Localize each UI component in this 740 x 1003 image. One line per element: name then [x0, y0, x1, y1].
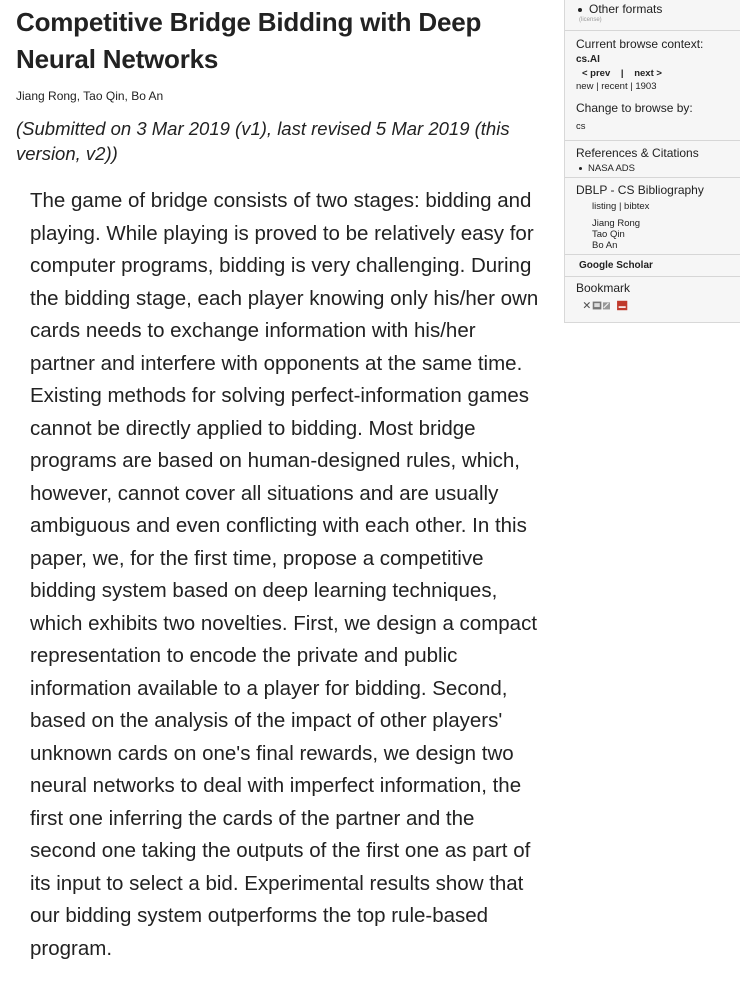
divider [565, 140, 740, 141]
recent-link[interactable]: recent [601, 81, 628, 92]
divider [565, 276, 740, 277]
mendeley-icon[interactable] [593, 302, 602, 310]
license-link[interactable]: (license) [579, 17, 602, 23]
reddit-icon[interactable] [617, 301, 627, 310]
nasa-ads-link[interactable]: NASA ADS [588, 163, 635, 174]
change-browse-label: Change to browse by: [576, 101, 693, 115]
paper-title: Competitive Bridge Bidding with Deep Neural Networks [16, 7, 482, 74]
submission-dateline: (Submitted on 3 Mar 2019 (v1), last revised 5 Mar 2019 (this version, v2)) [16, 118, 510, 164]
prev-next-nav: < prev | next > [582, 68, 662, 79]
other-formats-item [578, 2, 662, 16]
author-list: Jiang Rong, Tao Qin, Bo An [16, 89, 164, 103]
references-label: References & Citations [576, 146, 699, 160]
nasa-ads-item [579, 163, 635, 174]
next-link[interactable]: next > [634, 68, 662, 79]
bibsonomy-icon[interactable] [584, 302, 590, 308]
author-link[interactable]: Tao Qin [83, 89, 125, 103]
divider [565, 30, 740, 31]
dblp-author-link: Tao Qin [592, 229, 625, 240]
browse-context-label: Current browse context: [576, 37, 704, 51]
change-browse-link: cs [576, 121, 586, 132]
delicious-icon[interactable] [603, 302, 610, 309]
browse-context-value: cs.AI [576, 54, 600, 65]
dblp-author-link: Jiang Rong [592, 218, 641, 229]
prev-link[interactable]: < prev [582, 68, 611, 79]
other-formats-link[interactable]: Other formats [589, 2, 663, 16]
version-v1-link[interactable]: v1 [241, 118, 261, 139]
dblp-links: listing | bibtex [592, 201, 650, 212]
abstract-text: The game of bridge consists of two stages: bidding and playing. While playing is proved to be relatively easy for computer programs, bidding is very challenging. During the bidding stage, each player knowing only his/her own cards needs to exchange information with his/her partner and interfere with opponents at the same time. Existing methods for solving perfect-information games cannot be directly applied to bidding. Most bridge programs are based on human-designed rules, which, however, cannot cover all situations and are usually ambiguous and even conflicting with each other. In this paper, we, for the first time, propose a competitive bidding system based on deep learning techniques, which exhibits two novelties. First, we design a compact representation to encode the private and public information available to a player for bidding. Second, based on the analysis of the impact of other players' unknown cards on one's final rewards, we design two neural networks to deal with imperfect information, the first one inferring the cards of the partner and the second one taking the outputs of the first one as part of its input to select a bid. Experimental results show that our bidding system outperforms the top rule-based program. [30, 189, 539, 960]
divider [565, 254, 740, 255]
bullet-icon [579, 167, 582, 170]
new-link[interactable]: new [576, 81, 594, 92]
sidebar [564, 0, 740, 323]
bullet-icon [578, 8, 582, 12]
author-link[interactable]: Jiang Rong [16, 89, 77, 103]
google-scholar-link: Google Scholar [579, 260, 653, 271]
bookmark-label: Bookmark [576, 281, 631, 295]
divider [565, 177, 740, 178]
bibtex-link[interactable]: bibtex [624, 201, 650, 212]
listing-link[interactable]: listing [592, 201, 617, 212]
bookmark-icons [575, 300, 645, 311]
dblp-label: DBLP - CS Bibliography [576, 183, 704, 197]
author-link[interactable]: Bo An [131, 89, 164, 103]
archive-link[interactable]: 1903 [635, 81, 657, 92]
browse-links: new | recent | 1903 [576, 81, 657, 92]
dblp-author-link: Bo An [592, 240, 618, 251]
